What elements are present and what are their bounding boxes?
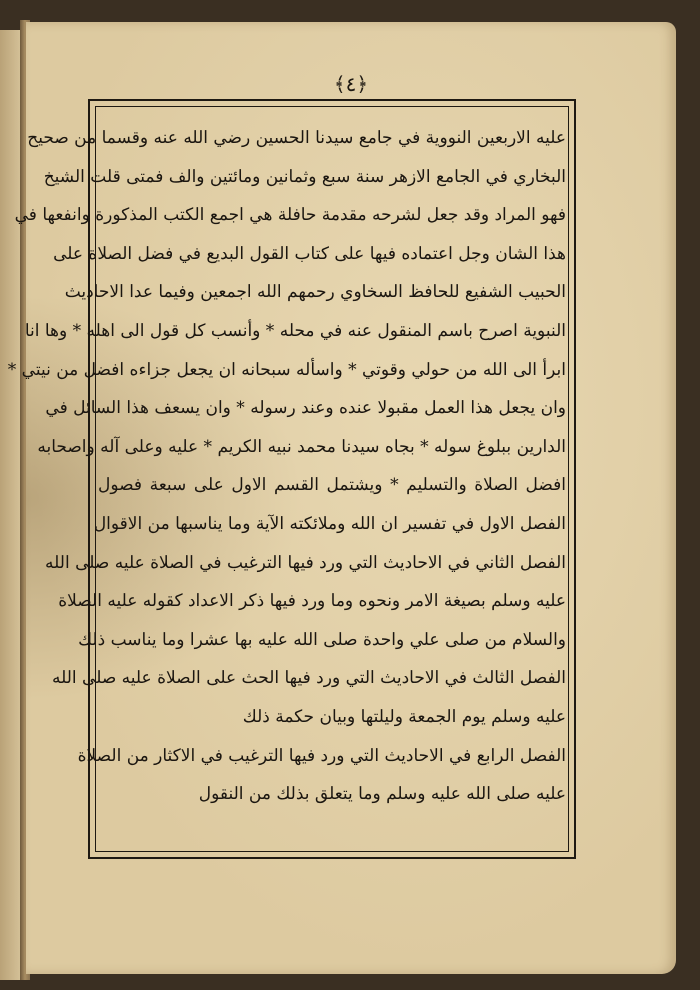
text-line: عليه وسلم يوم الجمعة وليلتها وبيان حكمة ذلك — [242, 706, 566, 727]
text-line: وان يجعل هذا العمل مقبولا عنده وعند رسوله * وان يسعف هذا السائل في — [45, 398, 566, 419]
text-line: افضل الصلاة والتسليم * ويشتمل القسم الاول على سبعة فصول — [98, 475, 566, 496]
text-line: الفصل الثاني في الاحاديث التي ورد فيها الترغيب في الصلاة عليه صلى الله — [45, 552, 566, 573]
text-line: الفصل الرابع في الاحاديث التي ورد فيها الترغيب في الاكثار من الصلاة — [77, 745, 566, 766]
text-line: عليه وسلم بصيغة الامر ونحوه وما ورد فيها ذكر الاعداد كقوله عليه الصلاة — [58, 591, 566, 612]
text-line: الحبيب الشفيع للحافظ السخاوي رحمهم الله اجمعين وفيما عدا الاحاديث — [64, 282, 566, 303]
text-line: الفصل الاول في تفسير ان الله وملائكته الآية وما يناسبها من الاقوال — [93, 513, 566, 534]
text-line: ابرأ الى الله من حولي وقوتي * واسأله سبحانه ان يجعل جزاءه افضل من نيتي * — [7, 359, 566, 380]
text-line: هذا الشان وجل اعتماده فيها على كتاب القول البديع في فضل الصلاة على — [53, 243, 566, 264]
text-line: فهو المراد وقد جعل لشرحه مقدمة حافلة هي اجمع الكتب المذكورة وانفعها في — [14, 205, 566, 226]
text-line: البخاري في الجامع الازهر سنة سبع وثمانين ومائتين والف فمتى قلت الشيخ — [43, 166, 566, 187]
manuscript-page — [7, 22, 676, 974]
text-frame — [7, 99, 576, 859]
text-line: عليه صلى الله عليه وسلم وما يتعلق بذلك من النقول — [198, 784, 566, 805]
text-block — [7, 119, 566, 814]
text-line: والسلام من صلى علي واحدة صلى الله عليه بها عشرا وما يناسب ذلك — [78, 629, 566, 650]
text-line: الدارين ببلوغ سوله * بجاه سيدنا محمد نبيه الكريم * عليه وعلى آله واصحابه — [37, 436, 566, 457]
text-line: الفصل الثالث في الاحاديث التي ورد فيها الحث على الصلاة عليه صلى الله — [51, 668, 566, 689]
page-number: ﴿٤﴾ — [333, 72, 369, 96]
text-line: عليه الاربعين النووية في جامع سيدنا الحسين رضي الله عنه وقسما من صحيح — [27, 128, 566, 148]
left-page-edge — [0, 30, 22, 980]
text-line: النبوية اصرح باسم المنقول عنه في محله * وأنسب كل قول الى اهله * وها انا — [24, 320, 566, 341]
